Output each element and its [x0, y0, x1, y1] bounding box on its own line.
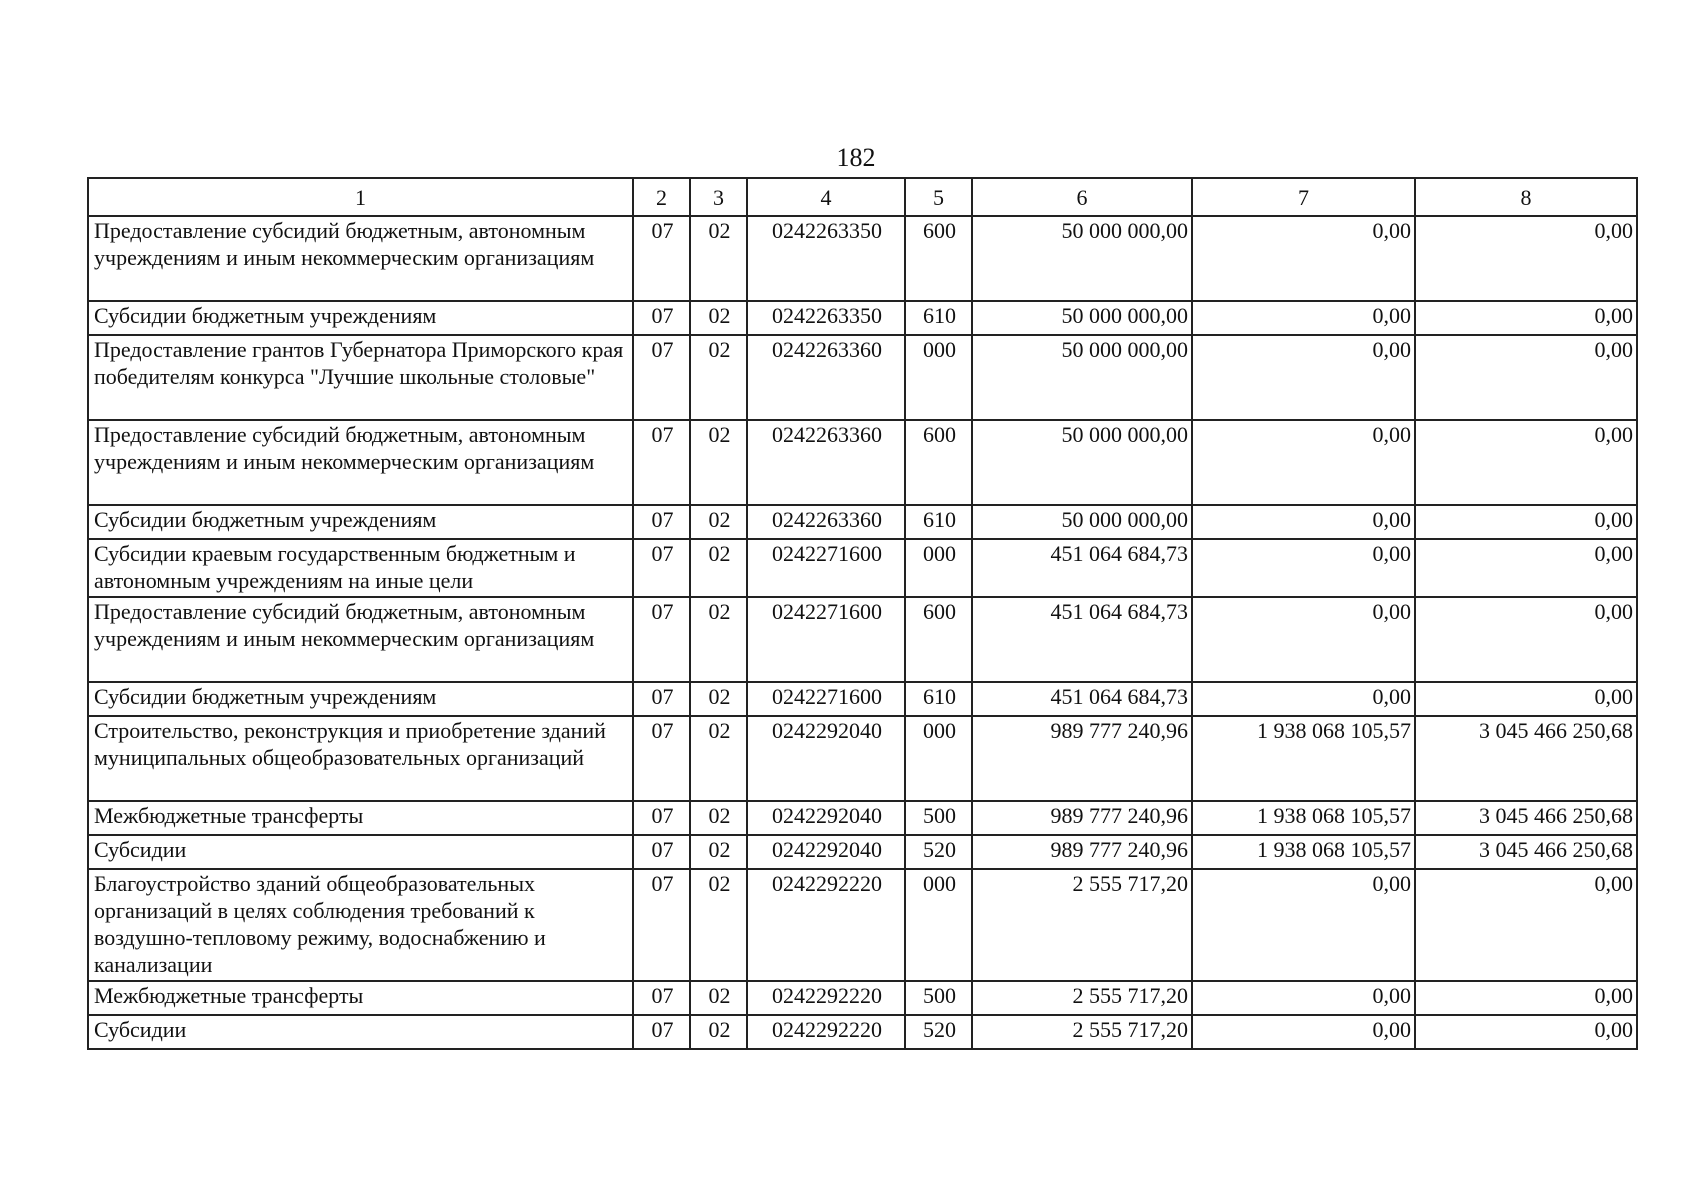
row-target-code: 0242292040	[747, 801, 905, 835]
row-subsection: 02	[690, 716, 747, 801]
column-header: 8	[1415, 178, 1637, 216]
header-row	[88, 178, 1637, 216]
row-amount-7: 1 938 068 105,57	[1192, 801, 1415, 835]
row-subsection: 02	[690, 801, 747, 835]
row-section: 07	[633, 335, 690, 420]
row-name: Субсидии бюджетным учреждениям	[88, 505, 633, 539]
row-target-code: 0242263350	[747, 301, 905, 335]
row-name: Субсидии	[88, 1015, 633, 1049]
row-section: 07	[633, 301, 690, 335]
row-amount-6: 2 555 717,20	[972, 981, 1192, 1015]
table-row	[88, 216, 1637, 301]
row-expense-type: 000	[905, 539, 972, 597]
row-amount-8: 0,00	[1415, 1015, 1637, 1049]
row-amount-6: 50 000 000,00	[972, 216, 1192, 301]
row-name: Благоустройство зданий общеобразовательных организаций в целях соблюдения требований к воздушно-тепловому режиму, водоснабжению и канализации	[88, 869, 633, 981]
row-amount-7: 0,00	[1192, 505, 1415, 539]
row-amount-8: 0,00	[1415, 597, 1637, 682]
row-amount-7: 0,00	[1192, 420, 1415, 505]
row-subsection: 02	[690, 869, 747, 981]
row-amount-8: 0,00	[1415, 420, 1637, 505]
row-section: 07	[633, 835, 690, 869]
row-section: 07	[633, 1015, 690, 1049]
row-name: Предоставление субсидий бюджетным, автономным учреждениям и иным некоммерческим организациям	[88, 420, 633, 505]
row-expense-type: 610	[905, 505, 972, 539]
row-target-code: 0242292220	[747, 869, 905, 981]
row-name: Субсидии бюджетным учреждениям	[88, 682, 633, 716]
row-subsection: 02	[690, 420, 747, 505]
row-amount-7: 0,00	[1192, 597, 1415, 682]
row-amount-8: 0,00	[1415, 301, 1637, 335]
row-amount-6: 451 064 684,73	[972, 539, 1192, 597]
table-row	[88, 301, 1637, 335]
table-row	[88, 682, 1637, 716]
row-expense-type: 600	[905, 420, 972, 505]
row-section: 07	[633, 981, 690, 1015]
row-target-code: 0242263360	[747, 505, 905, 539]
row-expense-type: 610	[905, 682, 972, 716]
row-section: 07	[633, 682, 690, 716]
row-subsection: 02	[690, 216, 747, 301]
row-expense-type: 610	[905, 301, 972, 335]
row-amount-8: 0,00	[1415, 505, 1637, 539]
row-expense-type: 600	[905, 216, 972, 301]
row-name: Строительство, реконструкция и приобретение зданий муниципальных общеобразовательных организаций	[88, 716, 633, 801]
row-amount-8: 0,00	[1415, 216, 1637, 301]
table-row	[88, 420, 1637, 505]
row-target-code: 0242263350	[747, 216, 905, 301]
row-amount-8: 0,00	[1415, 869, 1637, 981]
row-name: Субсидии	[88, 835, 633, 869]
row-expense-type: 600	[905, 597, 972, 682]
column-header: 7	[1192, 178, 1415, 216]
row-amount-6: 989 777 240,96	[972, 801, 1192, 835]
row-target-code: 0242292040	[747, 716, 905, 801]
row-amount-6: 50 000 000,00	[972, 505, 1192, 539]
row-amount-6: 2 555 717,20	[972, 869, 1192, 981]
column-header: 1	[88, 178, 633, 216]
row-target-code: 0242263360	[747, 420, 905, 505]
row-section: 07	[633, 869, 690, 981]
row-subsection: 02	[690, 597, 747, 682]
column-header: 6	[972, 178, 1192, 216]
row-subsection: 02	[690, 835, 747, 869]
row-amount-8: 0,00	[1415, 682, 1637, 716]
row-section: 07	[633, 505, 690, 539]
table-row	[88, 505, 1637, 539]
row-expense-type: 520	[905, 1015, 972, 1049]
row-subsection: 02	[690, 335, 747, 420]
row-amount-8: 3 045 466 250,68	[1415, 716, 1637, 801]
row-amount-7: 0,00	[1192, 981, 1415, 1015]
column-header: 5	[905, 178, 972, 216]
table-row	[88, 801, 1637, 835]
row-name: Субсидии краевым государственным бюджетным и автономным учреждениям на иные цели	[88, 539, 633, 597]
row-target-code: 0242292220	[747, 1015, 905, 1049]
row-amount-6: 50 000 000,00	[972, 301, 1192, 335]
table-row	[88, 1015, 1637, 1049]
row-amount-7: 0,00	[1192, 216, 1415, 301]
row-name: Предоставление грантов Губернатора Приморского края победителям конкурса "Лучшие школьные столовые"	[88, 335, 633, 420]
row-expense-type: 000	[905, 869, 972, 981]
row-amount-7: 1 938 068 105,57	[1192, 716, 1415, 801]
row-amount-7: 1 938 068 105,57	[1192, 835, 1415, 869]
table-row	[88, 869, 1637, 981]
row-section: 07	[633, 539, 690, 597]
row-target-code: 0242292220	[747, 981, 905, 1015]
row-target-code: 0242271600	[747, 539, 905, 597]
row-expense-type: 500	[905, 801, 972, 835]
row-subsection: 02	[690, 1015, 747, 1049]
row-subsection: 02	[690, 505, 747, 539]
table-row	[88, 539, 1637, 597]
table-row	[88, 335, 1637, 420]
row-target-code: 0242271600	[747, 597, 905, 682]
table-row	[88, 716, 1637, 801]
row-amount-6: 451 064 684,73	[972, 682, 1192, 716]
row-expense-type: 000	[905, 335, 972, 420]
row-expense-type: 520	[905, 835, 972, 869]
row-section: 07	[633, 420, 690, 505]
row-section: 07	[633, 716, 690, 801]
row-subsection: 02	[690, 682, 747, 716]
row-amount-6: 2 555 717,20	[972, 1015, 1192, 1049]
row-amount-6: 451 064 684,73	[972, 597, 1192, 682]
row-section: 07	[633, 216, 690, 301]
row-target-code: 0242263360	[747, 335, 905, 420]
row-amount-8: 0,00	[1415, 539, 1637, 597]
row-amount-8: 0,00	[1415, 335, 1637, 420]
page-number: 182	[836, 143, 876, 172]
row-amount-6: 50 000 000,00	[972, 335, 1192, 420]
table-row	[88, 835, 1637, 869]
row-target-code: 0242271600	[747, 682, 905, 716]
row-amount-6: 989 777 240,96	[972, 835, 1192, 869]
row-name: Предоставление субсидий бюджетным, автономным учреждениям и иным некоммерческим организациям	[88, 597, 633, 682]
row-amount-7: 0,00	[1192, 301, 1415, 335]
row-subsection: 02	[690, 301, 747, 335]
column-header: 4	[747, 178, 905, 216]
row-amount-6: 989 777 240,96	[972, 716, 1192, 801]
row-name: Межбюджетные трансферты	[88, 801, 633, 835]
table-row	[88, 597, 1637, 682]
row-subsection: 02	[690, 981, 747, 1015]
row-section: 07	[633, 597, 690, 682]
column-header: 2	[633, 178, 690, 216]
table-row	[88, 981, 1637, 1015]
row-target-code: 0242292040	[747, 835, 905, 869]
row-expense-type: 500	[905, 981, 972, 1015]
column-header: 3	[690, 178, 747, 216]
row-name: Межбюджетные трансферты	[88, 981, 633, 1015]
row-amount-6: 50 000 000,00	[972, 420, 1192, 505]
budget-table	[87, 177, 1638, 1050]
row-amount-8: 3 045 466 250,68	[1415, 835, 1637, 869]
row-amount-8: 3 045 466 250,68	[1415, 801, 1637, 835]
row-amount-7: 0,00	[1192, 539, 1415, 597]
row-subsection: 02	[690, 539, 747, 597]
row-amount-7: 0,00	[1192, 335, 1415, 420]
row-name: Предоставление субсидий бюджетным, автономным учреждениям и иным некоммерческим организациям	[88, 216, 633, 301]
row-name: Субсидии бюджетным учреждениям	[88, 301, 633, 335]
row-amount-7: 0,00	[1192, 1015, 1415, 1049]
row-amount-7: 0,00	[1192, 682, 1415, 716]
row-expense-type: 000	[905, 716, 972, 801]
row-amount-8: 0,00	[1415, 981, 1637, 1015]
row-amount-7: 0,00	[1192, 869, 1415, 981]
row-section: 07	[633, 801, 690, 835]
